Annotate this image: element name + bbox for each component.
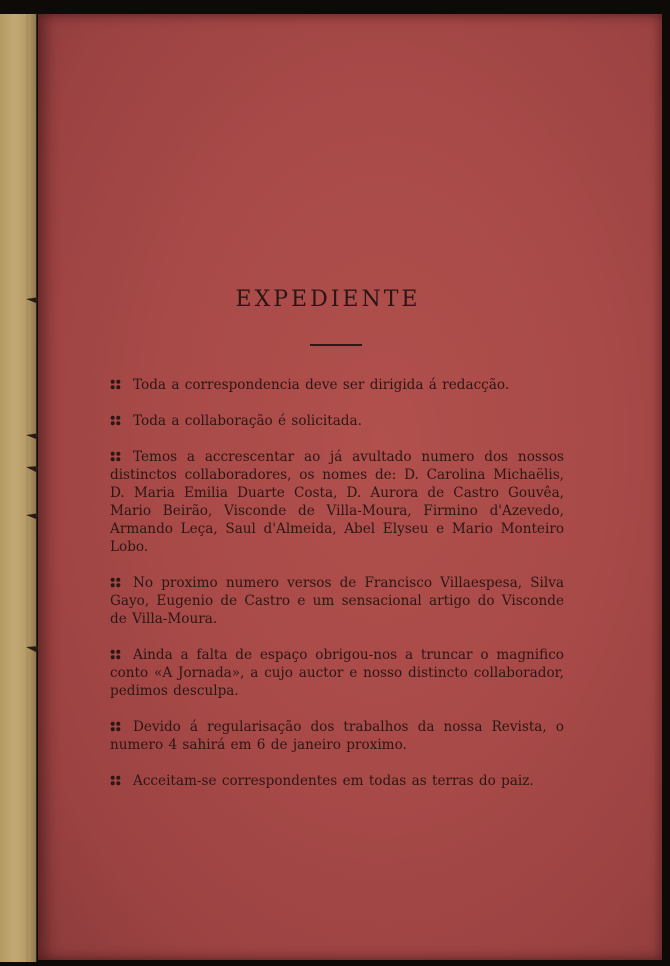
list-item [110, 412, 564, 430]
four-dot-bullet-icon [110, 721, 121, 732]
list-item [110, 646, 564, 700]
four-dot-bullet-icon [110, 415, 121, 426]
four-dot-bullet-icon [110, 577, 121, 588]
list-item [110, 574, 564, 628]
list-item [110, 448, 564, 556]
spine-edge [26, 14, 29, 962]
list-item [110, 376, 564, 394]
item-text: No proximo numero versos de Francisco Villaespesa, Silva Gayo, Eugenio de Castro e um sensacional artigo do Visconde de Villa-Moura. [110, 575, 564, 627]
item-text: Devido á regularisação dos trabalhos da nossa Revista, o numero 4 sahirá em 6 de janeiro proximo. [110, 719, 564, 753]
notice-list [110, 376, 564, 808]
four-dot-bullet-icon [110, 379, 121, 390]
item-text: Ainda a falta de espaço obrigou-nos a truncar o magnifico conto «A Jornada», a cujo auctor e nosso distincto collaborador, pedimos desculpa. [110, 647, 564, 699]
item-text: Acceitam-se correspondentes em todas as terras do paiz. [133, 773, 534, 789]
document-page [38, 14, 662, 960]
item-text: Toda a collaboração é solicitada. [133, 413, 362, 429]
item-text: Temos a accrescentar ao já avultado numero dos nossos distinctos collaboradores, os nomes de: D. Carolina Michaëlis, D. Maria Emilia Duarte Costa, D. Aurora de Castro Gouvêa, Mario Beirão, Visconde de Villa-Moura, Firmino d'Azevedo, Armando Leça, Saul d'Almeida, Abel Elyseu e Mario Monteiro Lobo. [110, 449, 564, 555]
list-item [110, 718, 564, 754]
title-divider [310, 344, 362, 346]
page-title: EXPEDIENTE [235, 286, 421, 312]
item-text: Toda a correspondencia deve ser dirigida á redacção. [133, 377, 510, 393]
list-item [110, 772, 564, 790]
book-spine [0, 14, 37, 962]
four-dot-bullet-icon [110, 775, 121, 786]
four-dot-bullet-icon [110, 649, 121, 660]
four-dot-bullet-icon [110, 451, 121, 462]
